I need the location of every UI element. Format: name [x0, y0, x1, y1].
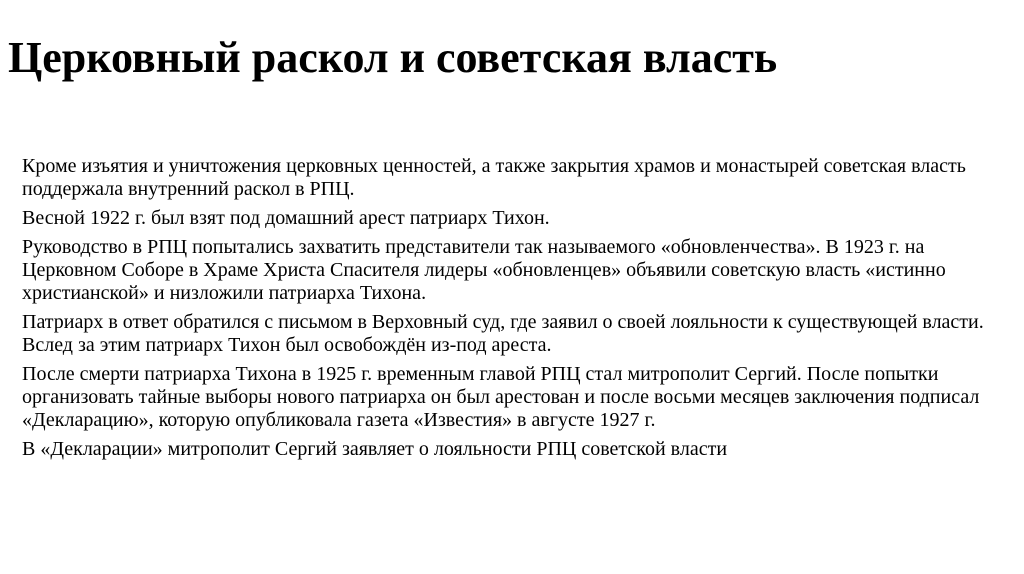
paragraph-confiscation: Кроме изъятия и уничтожения церковных ценностей, а также закрытия храмов и монастырей советская власть поддержала внутренний раскол в РПЦ. [22, 155, 966, 200]
paragraph-sergius: После смерти патриарха Тихона в 1925 г. временным главой РПЦ стал митрополит Сергий. После попытки организовать тайные выборы нового патриарха он был арестован и после восьми месяцев заключения подписал «Декларацию», которую опубликовала газета «Известия» в августе 1927 г. [22, 363, 980, 431]
slide-body [22, 155, 1007, 467]
paragraph-renovationism: Руководство в РПЦ попытались захватить представители так называемого «обновленчества». В 1923 г. на Церковном Соборе в Храме Христа Спасителя лидеры «обновленцев» объявили советскую власть «истинно христианской» и низложили патриарха Тихона. [22, 236, 946, 304]
paragraph-declaration: В «Декларации» митрополит Сергий заявляет о лояльности РПЦ советской власти [22, 438, 728, 460]
paragraph-letter: Патриарх в ответ обратился с письмом в Верховный суд, где заявил о своей лояльности к существующей власти. Вслед за этим патриарх Тихон был освобождён из-под ареста. [22, 311, 984, 356]
slide-title: Церковный раскол и советская власть [8, 33, 778, 82]
paragraph-arrest: Весной 1922 г. был взят под домашний арест патриарх Тихон. [22, 207, 550, 229]
